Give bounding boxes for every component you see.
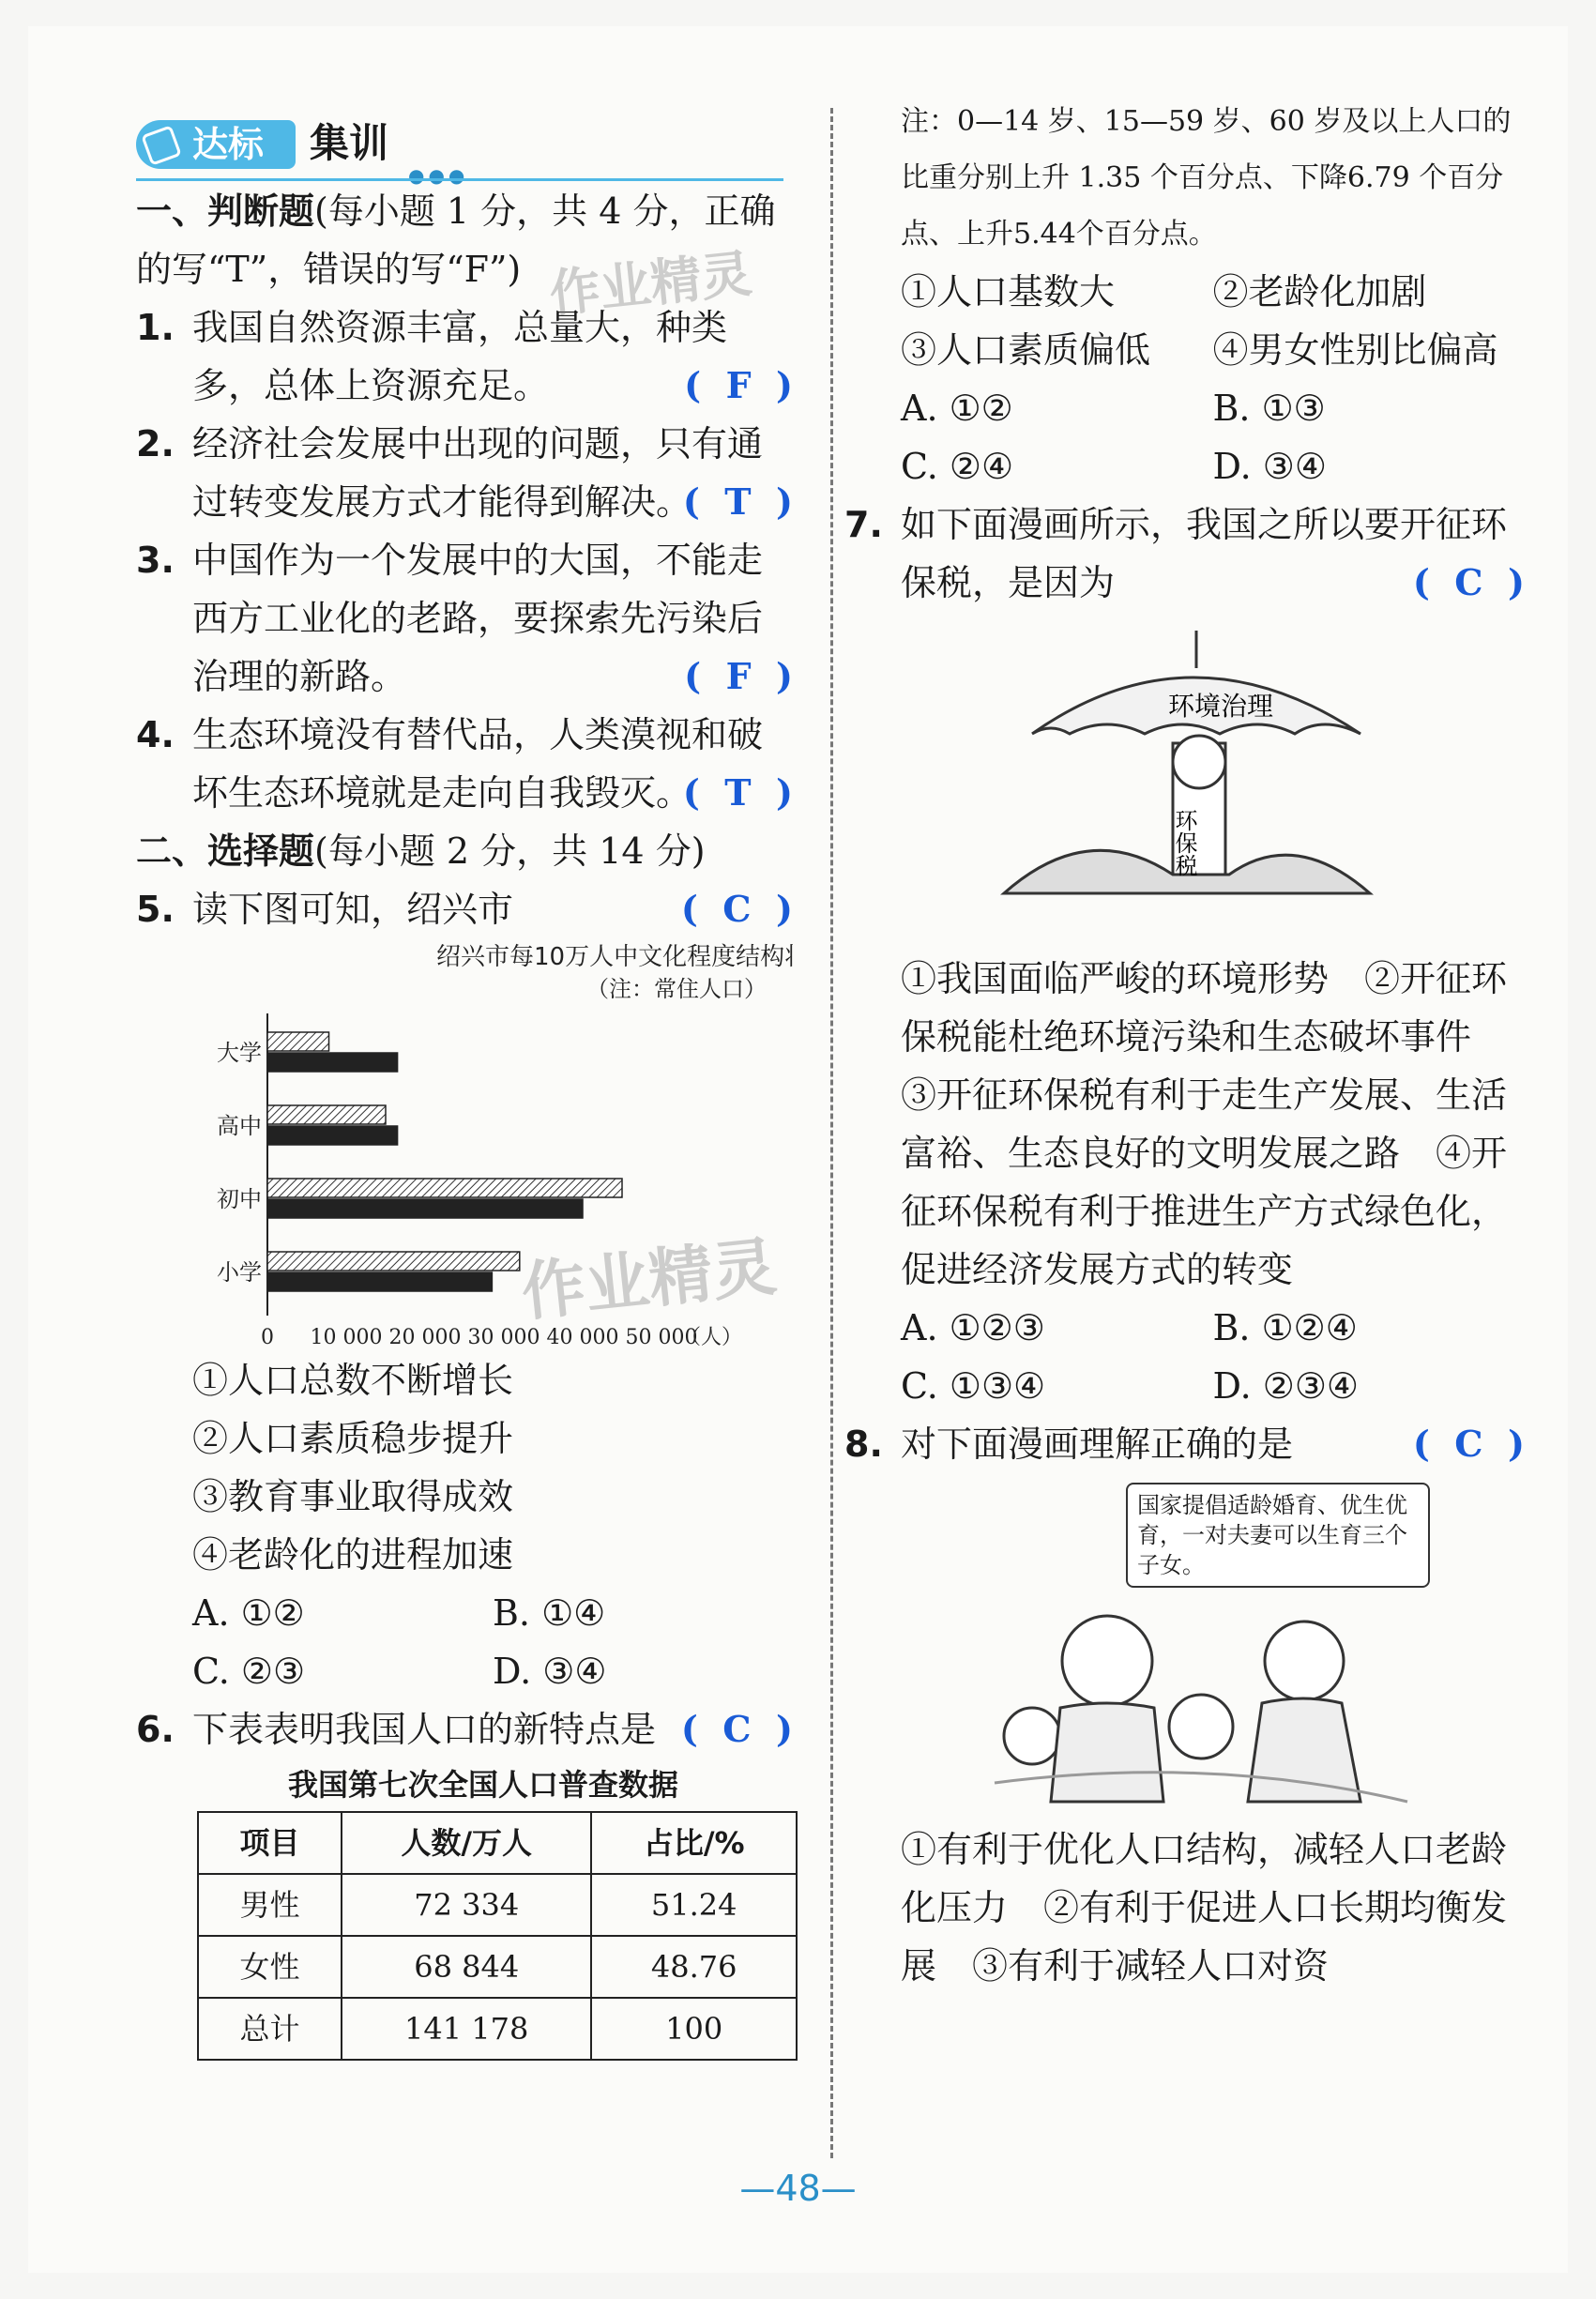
question-6 (136, 1700, 793, 1759)
judge-question (136, 531, 793, 706)
table-cell: 68 844 (342, 1936, 591, 1998)
statement-4: ④男女性别比偏高 (1212, 329, 1498, 371)
family-cartoon (901, 1473, 1525, 1820)
section-header (136, 113, 793, 187)
table-cell: 72 334 (342, 1874, 591, 1936)
choice-a[interactable]: A. ①②③ (901, 1307, 1045, 1348)
statement-3: ③人口素质偏低 (901, 329, 1151, 371)
chart-subtitle: （注：常住人口） (586, 976, 767, 1002)
q7-choices (901, 1299, 1525, 1415)
choice-b[interactable]: B. ①②④ (1212, 1307, 1358, 1348)
answer-slot: ( F ) (684, 655, 793, 697)
question-8 (844, 1415, 1525, 1473)
question-number: 7. (844, 504, 883, 545)
bar-sixth-census (267, 1105, 386, 1124)
q6-statements (901, 263, 1525, 379)
tag-icon (141, 125, 182, 166)
q6-note: 注：0—14 岁、15—59 岁、60 岁及以上人口的比重分别上升 1.35 个百分点、下降6.79 个百分点、上升5.44个百分点。 (901, 105, 1512, 251)
question-5 (136, 880, 793, 938)
answer-value: T (724, 771, 752, 814)
answer-value: C (722, 888, 752, 930)
choice-b[interactable]: B. ①④ (493, 1592, 606, 1634)
judge-list (136, 298, 793, 822)
question-number: 8. (844, 1424, 883, 1465)
q8-statements: ①有利于优化人口结构，减轻人口老龄化压力 ②有利于促进人口长期均衡发展 ③有利于减轻人口对资 (901, 1829, 1508, 1987)
statement-2: ②老龄化加剧 (1212, 271, 1427, 312)
choice-d[interactable]: D. ②③④ (1212, 1365, 1359, 1407)
choice-c[interactable]: C. ②③ (192, 1651, 306, 1692)
question-number: 6. (136, 1709, 175, 1750)
q5-statements (136, 1351, 793, 1584)
question-text: 我国自然资源丰富，总量大，种类多，总体上资源充足。 (192, 307, 728, 406)
choice-b[interactable]: B. ①③ (1212, 388, 1326, 429)
census-table (197, 1811, 798, 2061)
category-label: 初中 (217, 1186, 262, 1212)
x-tick-label: 50 000 (625, 1326, 698, 1349)
dots-icon: ●●● (408, 164, 469, 187)
answer-slot: ( C ) (680, 888, 793, 930)
table-cell: 141 178 (342, 1998, 591, 2060)
category-label: 小学 (217, 1259, 262, 1286)
table-row (198, 1998, 797, 2060)
judge-question (136, 706, 793, 822)
answer-value: T (724, 480, 752, 523)
choice-d[interactable]: D. ③④ (1212, 446, 1327, 487)
x-tick-label: 0 (261, 1326, 274, 1349)
answer-value: C (722, 1708, 752, 1750)
x-tick-label: 40 000 (546, 1326, 619, 1349)
category-label: 高中 (217, 1113, 262, 1139)
question-text: 下表表明我国人口的新特点是 (192, 1709, 657, 1750)
watermark: 作业精灵 (518, 1229, 781, 1331)
bar-seventh-census (267, 1053, 398, 1072)
section2-heading (136, 822, 793, 880)
question-7 (844, 495, 1525, 612)
bar-sixth-census (267, 1032, 329, 1051)
table-header: 占比/% (591, 1812, 797, 1874)
q7-statements: ①我国面临严峻的环境形势 ②开征环保税能杜绝环境污染和生态破坏事件 ③开征环保税有利于走生产发展、生活富裕、生态良好的文明发展之路 ④开征环保税有利于推进生产方式绿色化，促进经济发展方式的转变 (901, 958, 1508, 1290)
question-number: 4. (136, 714, 175, 755)
umbrella-label: 环境治理 (1168, 691, 1274, 722)
table-header: 人数/万人 (342, 1812, 591, 1874)
table-cell: 51.24 (591, 1874, 797, 1936)
question-number: 3. (136, 540, 175, 581)
badge-label: 达标 (192, 124, 265, 165)
bar-sixth-census (267, 1179, 622, 1197)
table-row (198, 1936, 797, 1998)
statement-1: ①人口基数大 (901, 271, 1116, 312)
choice-a[interactable]: A. ①② (192, 1592, 305, 1634)
answer-slot: ( C ) (1412, 1423, 1525, 1465)
section2-title: 二、选择题 (136, 830, 315, 872)
question-number: 5. (136, 889, 175, 930)
answer-slot: ( T ) (682, 771, 793, 814)
question-number: 1. (136, 307, 175, 348)
judge-question (136, 415, 793, 531)
statement-1: ①人口总数不断增长 (192, 1360, 514, 1401)
bar-seventh-census (267, 1272, 492, 1291)
table-title: 我国第七次全国人口普查数据 (287, 1767, 678, 1803)
table-cell: 女性 (198, 1936, 342, 1998)
section2-note: (每小题 2 分，共 14 分) (314, 830, 706, 872)
left-column (136, 113, 793, 2061)
answer-slot: ( T ) (682, 480, 793, 523)
x-tick-label: 20 000 (388, 1326, 462, 1349)
answer-value: C (1454, 1423, 1483, 1465)
x-unit-label: （人） (680, 1326, 743, 1349)
statement-3: ③教育事业取得成效 (192, 1476, 514, 1517)
answer-slot: ( C ) (680, 1708, 793, 1750)
answer-value: F (725, 364, 752, 406)
answer-value: F (725, 655, 752, 697)
section1-title: 一、判断题 (136, 190, 315, 232)
table-cell: 100 (591, 1998, 797, 2060)
umbrella-cartoon (901, 612, 1525, 950)
section1-note: (每小题 1 分，共 4 分，正确的写“T”，错误的写“F”) (136, 190, 776, 290)
umbrella-illustration (901, 612, 1525, 950)
table-cell: 男性 (198, 1874, 342, 1936)
choice-c[interactable]: C. ②④ (901, 446, 1014, 487)
chart-title: 绍兴市每10万人中文化程度结构 (436, 943, 785, 971)
header-underline (136, 178, 783, 181)
choice-a[interactable]: A. ①② (901, 388, 1013, 429)
answer-value: C (1454, 561, 1483, 603)
x-tick-label: 10 000 (310, 1326, 383, 1349)
statement-2: ②人口素质稳步提升 (192, 1418, 514, 1459)
bar-seventh-census (267, 1126, 398, 1145)
answer-slot: ( F ) (684, 364, 793, 406)
question-text: 生态环境没有替代品，人类漠视和破坏生态环境就是走向自我毁灭。 (192, 714, 764, 814)
watermark: 作业精灵 (546, 243, 755, 325)
speech-bubble (1126, 1483, 1430, 1588)
column-divider (830, 108, 833, 2158)
category-label: 大学 (217, 1040, 262, 1066)
answer-slot: ( C ) (1412, 561, 1525, 603)
header-title: 集训 (310, 120, 389, 166)
header-badge (136, 120, 296, 169)
q5-choices (136, 1584, 793, 1700)
table-header: 项目 (198, 1812, 342, 1874)
table-cell: 48.76 (591, 1936, 797, 1998)
table-row (198, 1874, 797, 1936)
table-cell: 总计 (198, 1998, 342, 2060)
question-number: 2. (136, 423, 175, 464)
question-text: 对下面漫画理解正确的是 (901, 1424, 1294, 1465)
bar-sixth-census (267, 1252, 520, 1271)
right-column (844, 94, 1525, 1995)
question-text: 经济社会发展中出现的问题，只有通过转变发展方式才能得到解决。 (192, 423, 764, 523)
x-tick-label: 30 000 (467, 1326, 540, 1349)
statement-4: ④老龄化的进程加速 (192, 1534, 514, 1576)
question-text: 如下面漫画所示，我国之所以要开征环保税，是因为 (901, 504, 1508, 603)
question-text: 中国作为一个发展中的大国，不能走西方工业化的老路，要探索先污染后治理的新路。 (192, 540, 764, 697)
bubble-text: 国家提倡适龄婚育、优生优育，一对夫妻可以生育三个子女。 (1137, 1492, 1407, 1578)
q6-choices (901, 379, 1525, 495)
page-number: —48— (739, 2168, 857, 2209)
bar-seventh-census (267, 1199, 583, 1218)
judge-question (136, 298, 793, 415)
tax-label: 环保税 (1171, 809, 1197, 876)
question-text: 读下图可知，绍兴市 (192, 889, 514, 930)
choice-d[interactable]: D. ③④ (493, 1651, 607, 1692)
table-header-row (198, 1812, 797, 1874)
choice-c[interactable]: C. ①③④ (901, 1365, 1046, 1407)
